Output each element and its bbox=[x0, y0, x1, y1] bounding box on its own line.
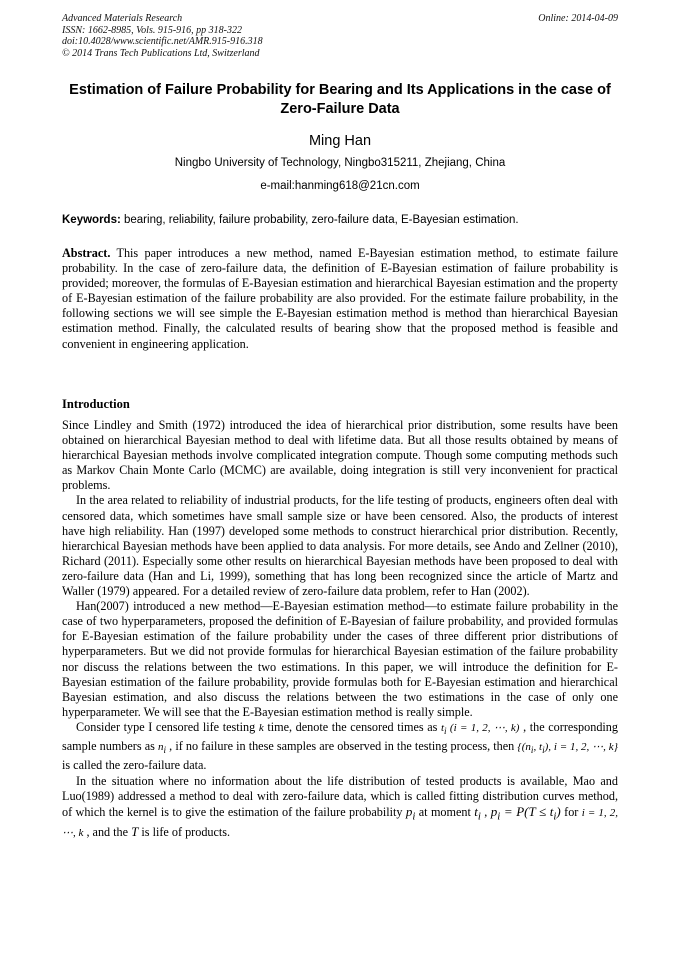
p5-text-f: is life of products. bbox=[138, 825, 231, 840]
keywords-text: bearing, reliability, failure probability, zero-failure data, E-Bayesian estimation. bbox=[120, 214, 519, 226]
math-k: k bbox=[258, 721, 264, 734]
keywords bbox=[62, 214, 618, 226]
doi-line: doi:10.4028/www.scientific.net/AMR.915-916.318 bbox=[62, 36, 263, 47]
math-zero-failure-set: {($n_i$, $t_i$), i = 1, 2, ⋯, k} bbox=[517, 741, 618, 756]
paper-title: Estimation of Failure Probability for Bearing and Its Applications in the case of Zero-Failure Data bbox=[69, 82, 611, 117]
p5-text-e: , and the bbox=[83, 825, 132, 840]
math-censored-times: $t_i$ (i = 1, 2, ⋯, k) bbox=[440, 721, 520, 737]
math-T: T bbox=[131, 824, 139, 840]
journal-name: Advanced Materials Research bbox=[62, 13, 183, 24]
intro-paragraph-4 bbox=[62, 720, 618, 774]
author-email: e-mail:hanming618@21cn.com bbox=[260, 180, 420, 192]
online-date: Online: 2014-04-09 bbox=[538, 13, 618, 24]
p4-text-d: , if no failure in these samples are observed in the testing process, then bbox=[166, 739, 518, 754]
introduction-body bbox=[62, 418, 618, 842]
intro-paragraph-3: Han(2007) introduced a new method—E-Bayesian estimation method—to estimate failure probability in the case of two hyperparameters, proposed the definition of E-Bayesian of failure probability, and provided formulas for E-Bayesian estimation of the failure probability under the cases of three different prior distributions of hyperparameters. But we did not provide formulas for hierarchical Bayesian estimation of the failure probability nor discuss the relations between the two estimations. In this paper, we will introduce the definition for E-Bayesian estimation of the failure probability, provide formulas both for E-Bayesian estimation and hierarchical Bayesian estimation, and also discuss the relations between the two estimations in the case of only one hyperparameter. We will see that the E-Bayesian estimation method is really simple. bbox=[62, 599, 618, 719]
math-ni: $n_i$ bbox=[158, 741, 167, 756]
intro-paragraph-2: In the area related to reliability of industrial products, for the life testing of products, engineers often deal with censored data, which sometimes have small sample size or have been censored. Also, the products of interest have high reliability. Han (1997) developed some methods to construct hierarchical prior distribution. Recently, hierarchical Bayesian methods have been applied to data analysis. For more details, see Ando and Zellner (2010), Richard (2011). Especially some other results on hierarchical Bayesian methods have been proposed to deal with zero-failure data (Han and Li, 1999), something that has long been recognized since the article of Martz and Waller (1979) appeared. For a detailed review of zero-failure data problem, refer to Han (2002). bbox=[62, 493, 618, 599]
math-pi: $p_i$ bbox=[405, 803, 416, 823]
keywords-label: Keywords: bbox=[62, 214, 121, 226]
p5-text-d: for bbox=[560, 804, 582, 819]
intro-paragraph-1: Since Lindley and Smith (1972) introduced the idea of hierarchical prior distribution, some results have been obtained on hierarchical Bayesian method to deal with lifetime data. But all those results obtained by means of hierarchical Bayesian methods involve complicated integration compute. Though some computing methods such as Markov Chain Monte Carlo (MCMC) are available, doing integration is still very inconvenient for practical problems. bbox=[62, 418, 618, 493]
journal-header bbox=[62, 13, 618, 59]
p5-text-a: In the situation where no information about the life distribution of tested products is available, Mao and Luo(1989) addressed a method to deal with zero-failure data, which is called fitting distribution curves method, of which the kernel is to give the estimation of the failure probability bbox=[62, 773, 618, 819]
p4-text-b: time, denote the censored times as bbox=[263, 719, 441, 734]
intro-paragraph-5 bbox=[62, 774, 618, 842]
math-ti: $t_i$ bbox=[474, 803, 481, 823]
abstract-text: This paper introduces a new method, named E-Bayesian estimation method, to estimate failure probability. In the case of zero-failure data, the definition of E-Bayesian estimation of failure probability is provided; moreover, the formulas of E-Bayesian estimation and hierarchical Bayesian estimation and the property of E-Bayesian estimation of the failure probability are also provided. For the estimate failure probability, in the following sections we will see simple the E-Bayesian estimation method is method than hierarchical Bayesian estimation method. Finally, the calculated results of bearing show that the proposed method is feasible and convenient in engineering application. bbox=[62, 246, 618, 351]
author-name: Ming Han bbox=[308, 133, 372, 149]
p4-text-c: , the corresponding sample numbers as bbox=[62, 719, 618, 754]
copyright-line: © 2014 Trans Tech Publications Ltd, Switzerland bbox=[62, 47, 260, 59]
math-failure-probability: $p_i = P(T \le t_i)$ bbox=[490, 803, 561, 823]
section-heading-introduction: Introduction bbox=[62, 397, 130, 411]
author-affiliation: Ningbo University of Technology, Ningbo315211, Zhejiang, China bbox=[174, 157, 506, 169]
p4-text-a: Consider type I censored life testing bbox=[76, 719, 259, 734]
p5-text-b: at moment bbox=[415, 804, 475, 819]
p5-text-c: , bbox=[480, 804, 491, 819]
abstract-label: Abstract. bbox=[62, 246, 111, 260]
abstract bbox=[62, 246, 618, 352]
issn-line: ISSN: 1662-8985, Vols. 915-916, pp 318-322 bbox=[62, 24, 242, 36]
math-index-range: i = 1, 2, ⋯, k bbox=[62, 806, 618, 840]
p4-text-e: is called the zero-failure data. bbox=[62, 758, 207, 773]
